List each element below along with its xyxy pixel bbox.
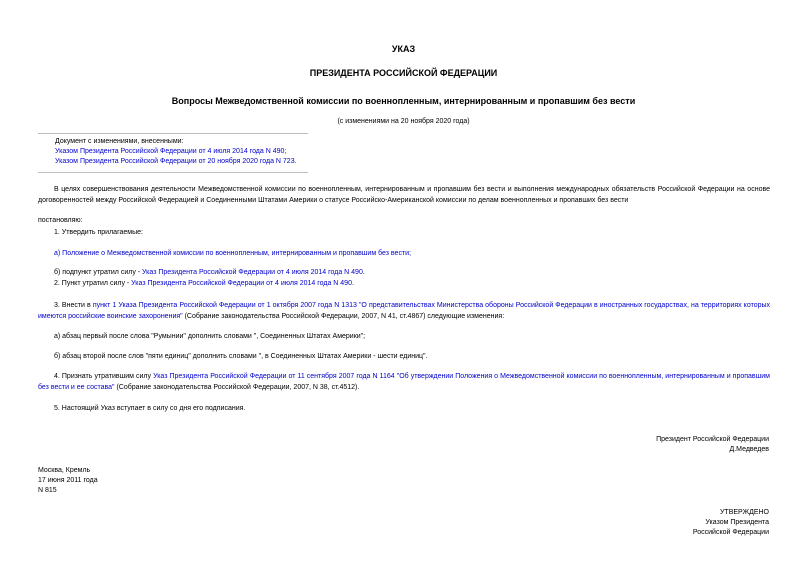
item-3-end: (Собрание законодательства Российской Федерации, 2007, N 41, ст.4867) следующие изменения: [182, 312, 505, 320]
changes-bottom-divider [38, 172, 308, 173]
item-2 [38, 279, 770, 290]
change-link-2020[interactable]: Указом Президента Российской Федерации от 20 ноября 2020 года N 723. [55, 158, 297, 165]
document-heading: Вопросы Межведомственной комиссии по военнопленным, интернированным и пропавшим без вести [171, 96, 636, 106]
item-1a-link[interactable]: а) Положение о Межведомственной комиссии по военнопленным, интернированным и пропавшим без вести; [54, 250, 412, 257]
item-2-text: 2. Пункт утратил силу - [54, 280, 132, 287]
approval-label: УТВЕРЖДЕНО [719, 509, 769, 516]
signing-date: 17 июня 2011 года [38, 477, 98, 484]
issuer: ПРЕЗИДЕНТА РОССИЙСКОЙ ФЕДЕРАЦИИ [309, 68, 498, 78]
signing-place: Москва, Кремль [38, 467, 91, 474]
item-4 [38, 372, 770, 393]
change-link-2014[interactable]: Указом Президента Российской Федерации от 4 июля 2014 года N 490; [55, 148, 287, 155]
changes-top-divider [38, 133, 308, 134]
preamble: В целях совершенствования деятельности Межведомственной комиссии по военнопленным, интернированным и пропавшим без вести и выполнения международных обязательств Российской Федерации на основе договоренностей между Российской Федерацией и Соединенными Штатами Америки о статусе Российско-Американской комиссии по делам военнопленных и пропавших без вести [38, 186, 770, 204]
item-1b-link[interactable]: Указ Президента Российской Федерации от 4 июля 2014 года N 490 [142, 269, 363, 276]
signature-name: Д.Медведев [729, 446, 769, 453]
document-type: УКАЗ [391, 44, 416, 54]
item-1: 1. Утвердить прилагаемые: [54, 229, 143, 236]
approval-line-2: Указом Президента [705, 519, 769, 526]
item-4-link[interactable]: Указ Президента Российской Федерации от 11 сентября 2007 года N 1164 "Об утверждении Положения о Межведомственной комиссии по военнопленным, интернированным и пропавшим без вести и ее состава" [38, 373, 770, 391]
item-4-end: (Собрание законодательства Российской Федерации, 2007, N 38, ст.4512). [114, 383, 360, 391]
item-1b-end: . [362, 269, 365, 276]
item-3-link[interactable]: пункт 1 Указа Президента Российской Федерации от 1 октября 2007 года N 1313 "О представительствах Министерства обороны Российской Федерации в иностранных государствах, на территориях которых имеются российские воинские захоронения" [38, 302, 771, 320]
item-3 [38, 301, 770, 322]
item-3-start: 3. Внести в [54, 302, 93, 309]
item-3a: а) абзац первый после слова "Румынии" дополнить словами ", Соединенных Штатах Америки"; [54, 333, 366, 340]
item-1b-text: б) подпункт утратил силу - [54, 269, 143, 276]
edition-note: (с изменениями на 20 ноября 2020 года) [337, 118, 470, 125]
approval-line-3: Российской Федерации [692, 529, 769, 536]
item-2-link[interactable]: Указ Президента Российской Федерации от 4 июля 2014 года N 490 [131, 280, 352, 287]
item-3b: б) абзац второй после слов "пяти единиц" дополнить словами ", в Соединенных Штатах Америки - шести единиц". [54, 353, 428, 360]
decree-number: N 815 [38, 487, 57, 494]
signature-position: Президент Российской Федерации [656, 436, 769, 443]
item-1b [38, 268, 770, 279]
item-4-start: 4. Признать утратившим силу [54, 373, 154, 380]
item-2-end: . [351, 280, 354, 287]
changes-intro: Документ с изменениями, внесенными: [55, 138, 184, 145]
item-5: 5. Настоящий Указ вступает в силу со дня его подписания. [54, 405, 246, 412]
decree-word: постановляю: [38, 217, 83, 224]
